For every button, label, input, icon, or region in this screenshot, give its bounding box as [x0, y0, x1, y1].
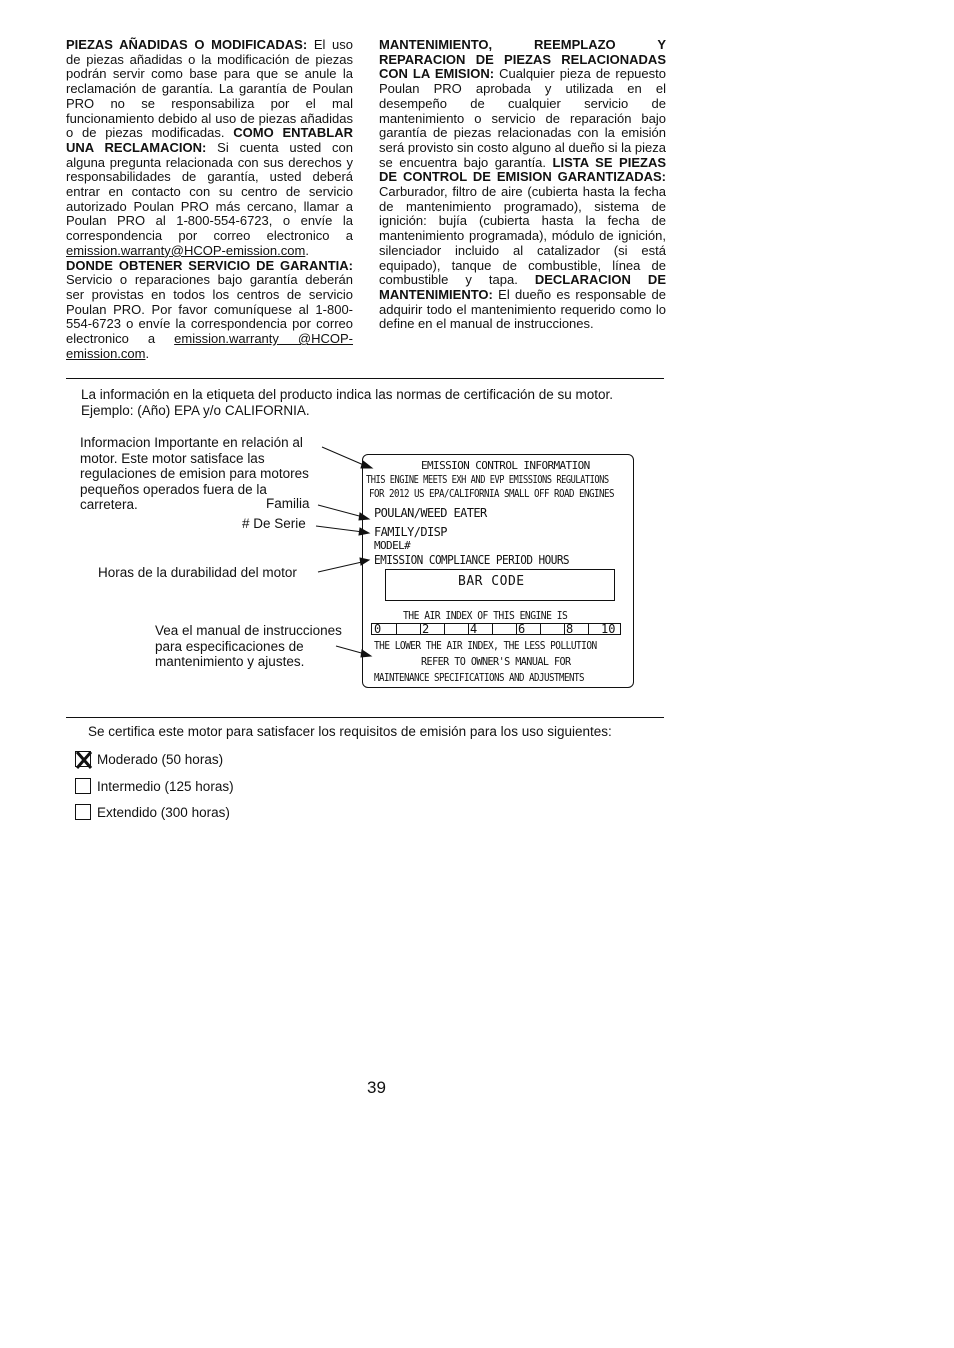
scale-tick — [564, 624, 565, 634]
callout-horas: Horas de la durabilidad del motor — [98, 565, 297, 580]
scale-number: 8 — [566, 622, 574, 636]
heading-declaracion: DECLARACION DE MANTENIMIENTO: — [379, 272, 666, 302]
page-number: 39 — [367, 1078, 386, 1097]
divider-top — [66, 378, 664, 379]
label-line-regulations: THIS ENGINE MEETS EXH AND EVP EMISSIONS REGULATIONS — [366, 473, 609, 486]
email-link-1[interactable]: emission.warranty@HCOP-emission.com — [66, 242, 306, 258]
scale-number: 10 — [601, 622, 616, 636]
label-compliance: EMISSION COMPLIANCE PERIOD HOURS — [374, 553, 570, 567]
label-pollution: THE LOWER THE AIR INDEX, THE LESS POLLUTION — [374, 639, 597, 652]
scale-number: 4 — [470, 622, 478, 636]
emission-control-label — [362, 454, 634, 688]
punctuation: . — [305, 242, 309, 258]
text-lista-piezas: Carburador, filtro de aire (cubierta hasta la fecha de mantenimiento programado), sistema de ignición: bujía (cubierta hasta la fecha de mantenimiento programada), módulo de ignición, silenciador incluido al catalizador (si está equipado), tanque de combustible, línea de combustible y tapa. — [379, 184, 666, 288]
callout-important-info: Informacion Importante en relación al motor. Este motor satisface las regulaciones de emision para motores pequeños operados fuera de la carretera. — [80, 435, 309, 512]
heading-piezas-anadidas: PIEZAS AÑADIDAS O MODIFICADAS: — [66, 37, 308, 52]
scale-tick — [396, 624, 397, 634]
scale-number: 0 — [374, 622, 382, 636]
label-model: MODEL# — [374, 539, 411, 552]
label-brand: POULAN/WEED EATER — [374, 506, 487, 520]
scale-number: 2 — [422, 622, 430, 636]
label-air-index: THE AIR INDEX OF THIS ENGINE IS — [403, 609, 568, 622]
callout-manual: Vea el manual de instrucciones para especificaciones de mantenimiento y ajustes. — [155, 623, 342, 669]
air-index-scale — [371, 623, 621, 635]
label-title: EMISSION CONTROL INFORMATION — [421, 459, 590, 472]
checkbox-extendido[interactable] — [75, 804, 91, 820]
left-column — [66, 38, 353, 361]
punctuation: . — [145, 345, 150, 361]
heading-donde-obtener: DONDE OBTENER SERVICIO DE GARANTIA: — [66, 257, 353, 273]
checkbox-moderado-checked[interactable] — [75, 751, 91, 767]
text-como-entablar: Si cuenta usted con alguna pregunta relacionada con sus derechos y responsabilidades de garantía, usted deberá entrar en contacto con su centro de servicio autorizado Poulan PRO más cercano, llamar a Poulan PRO al 1-800-554-6723, o envíe la correspondencia por correo electronico a — [66, 139, 353, 244]
text-donde-obtener: Servicio o reparaciones bajo garantía deberán ser provistas en todos los centros de servicio Poulan PRO. Por favor comuníquese al 1-800-554-6723 o envíe la correspondencia por correo electronico a — [66, 272, 353, 347]
callout-familia: Familia — [266, 496, 310, 511]
heading-mantenimiento: MANTENIMIENTO, REEMPLAZO Y REPARACION DE PIEZAS RELACIONADAS CON LA EMISION: — [379, 37, 666, 82]
scale-number: 6 — [518, 622, 526, 636]
intro-line-2: Ejemplo: (Año) EPA y/o CALIFORNIA. — [81, 403, 310, 418]
heading-lista-piezas: LISTA SE PIEZAS DE CONTROL DE EMISION GARANTIZADAS: — [379, 154, 666, 185]
scale-tick — [444, 624, 445, 634]
option-extendido[interactable] — [75, 803, 230, 821]
label-family: FAMILY/DISP — [374, 525, 447, 539]
callout-serie: # De Serie — [242, 516, 306, 531]
scale-tick — [492, 624, 493, 634]
check-x-icon — [74, 750, 94, 770]
heading-como-entablar: COMO ENTABLAR UNA RECLAMACION: — [66, 125, 353, 155]
barcode-box — [385, 569, 615, 601]
barcode-text: BAR CODE — [458, 574, 525, 589]
intro-line-1: La información en la etiqueta del producto indica las normas de certificación de su motor. — [81, 387, 614, 402]
label-intro — [81, 387, 671, 419]
divider-bottom — [66, 717, 664, 718]
checkbox-intermedio[interactable] — [75, 778, 91, 794]
option-label: Moderado (50 horas) — [97, 751, 224, 767]
text-declaracion: El dueño es responsable de adquirir todo el mantenimiento requerido como lo define en el manual de instrucciones. — [379, 286, 666, 332]
certification-text: Se certifica este motor para satisfacer los requisitos de emisión para los uso siguientes: — [88, 724, 612, 739]
right-column — [379, 38, 666, 332]
scale-tick — [516, 624, 517, 634]
scale-tick — [588, 624, 589, 634]
label-line-epa: FOR 2012 US EPA/CALIFORNIA SMALL OFF ROAD ENGINES — [369, 487, 614, 500]
scale-tick — [540, 624, 541, 634]
scale-tick — [420, 624, 421, 634]
text-piezas-anadidas: El uso de piezas añadidas o la modificación de piezas podrán servir como base para que se anule la reclamación de garantía. La garantía de Poulan PRO no se responsabiliza por el mal funcionamiento debido al uso de piezas añadidas o de piezas modificadas. — [66, 37, 353, 141]
label-refer: REFER TO OWNER'S MANUAL FOR — [421, 655, 571, 668]
option-label: Extendido (300 horas) — [97, 804, 230, 820]
option-intermedio[interactable] — [75, 777, 234, 795]
label-maintenance: MAINTENANCE SPECIFICATIONS AND ADJUSTMENTS — [374, 671, 584, 684]
option-label: Intermedio (125 horas) — [97, 778, 234, 794]
option-moderado[interactable] — [75, 750, 223, 768]
scale-tick — [468, 624, 469, 634]
text-mantenimiento: Cualquier pieza de repuesto Poulan PRO aprobada y utilizada en el desempeño de cualquier servicio de mantenimiento o servicio de reparación bajo garantía de piezas relacionadas con la emisión será provisto sin costo alguno al dueño si la pieza se encuentra bajo garantía. — [379, 66, 666, 170]
email-link-2[interactable]: emission.warranty @HCOP-emission.com — [66, 331, 353, 361]
